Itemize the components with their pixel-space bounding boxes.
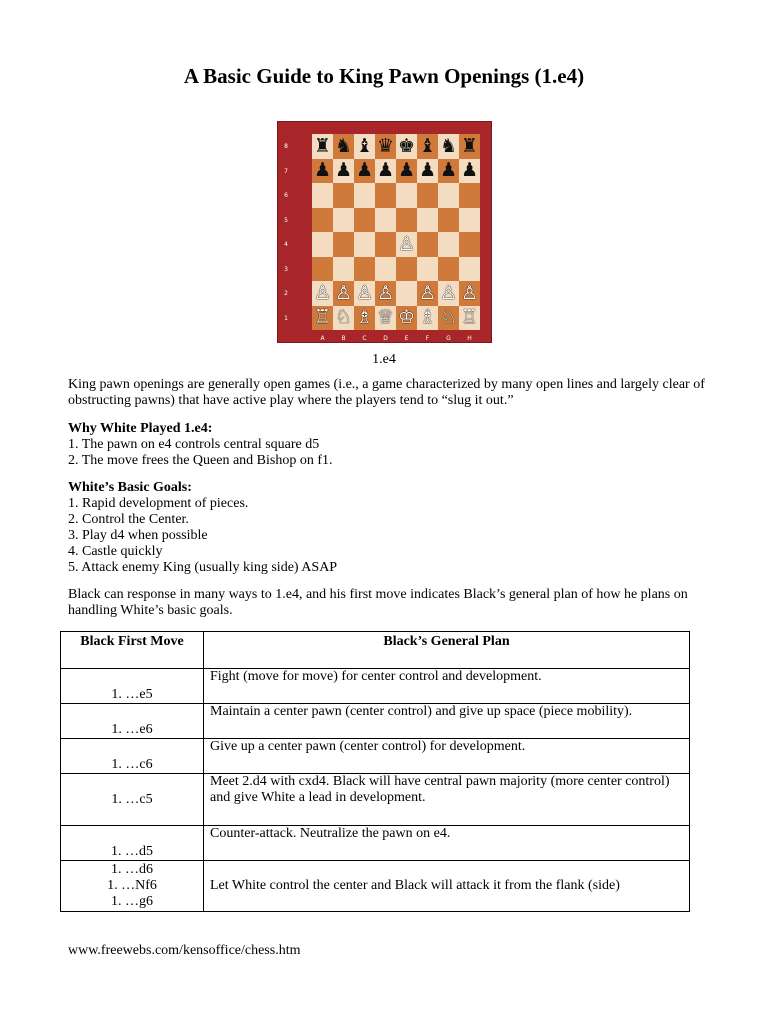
rank-label: 2	[284, 290, 288, 297]
board-square-e4	[396, 232, 417, 257]
board-square-b8	[333, 134, 354, 159]
why-heading: Why White Played 1.e4:	[68, 421, 213, 436]
rank-label: 4	[284, 241, 288, 248]
black-piece-icon: ♟	[439, 159, 458, 182]
black-piece-icon: ♞	[334, 134, 353, 157]
file-label: F	[425, 335, 430, 342]
response-paragraph: Black can response in many ways to 1.e4, and his first move indicates Black’s general plan of how he plans on handling White’s basic goals.	[68, 587, 688, 618]
page-title: A Basic Guide to King Pawn Openings (1.e4)	[183, 64, 585, 88]
why-item: 1. The pawn on e4 controls central square d5	[68, 437, 320, 452]
board-square-f1	[417, 306, 438, 331]
board-square-a5	[312, 208, 333, 233]
board-square-e3	[396, 257, 417, 282]
board-square-a7	[312, 159, 333, 184]
white-piece-icon: ♗	[418, 306, 437, 329]
board-square-d3	[375, 257, 396, 282]
board-square-e1	[396, 306, 417, 331]
board-square-b4	[333, 232, 354, 257]
rank-label: 3	[284, 265, 288, 273]
chess-board	[312, 134, 480, 330]
board-square-a2	[312, 281, 333, 306]
plan-cell: Let White control the center and Black will attack it from the flank (side)	[204, 861, 690, 912]
board-square-g3	[438, 257, 459, 282]
board-square-d4	[375, 232, 396, 257]
white-piece-icon: ♙	[376, 281, 395, 304]
board-square-f5	[417, 208, 438, 233]
board-square-a6	[312, 183, 333, 208]
board-square-a1	[312, 306, 333, 331]
rank-label: 7	[284, 167, 288, 175]
white-piece-icon: ♙	[355, 281, 374, 304]
black-piece-icon: ♜	[313, 134, 332, 157]
black-piece-icon: ♟	[376, 159, 395, 182]
table-row	[61, 826, 690, 861]
board-square-d7	[375, 159, 396, 184]
goal-item: 4. Castle quickly	[68, 544, 163, 559]
board-square-f8	[417, 134, 438, 159]
board-square-h2	[459, 281, 480, 306]
file-label: C	[362, 335, 367, 342]
board-square-c2	[354, 281, 375, 306]
goal-item: 5. Attack enemy King (usually king side) ASAP	[68, 560, 338, 575]
board-square-f2	[417, 281, 438, 306]
board-square-b1	[333, 306, 354, 331]
black-piece-icon: ♛	[376, 134, 395, 157]
table-row	[61, 861, 690, 912]
file-label: A	[320, 335, 325, 342]
white-piece-icon: ♘	[439, 306, 458, 329]
white-piece-icon: ♙	[313, 281, 332, 304]
board-square-b6	[333, 183, 354, 208]
file-label: E	[404, 335, 409, 342]
why-item: 2. The move frees the Queen and Bishop on f1.	[68, 453, 333, 468]
move-cell	[61, 861, 204, 912]
why-section	[68, 421, 708, 469]
board-square-b2	[333, 281, 354, 306]
plan-cell: Meet 2.d4 with cxd4. Black will have central pawn majority (more center control) and give White a lead in development.	[204, 774, 690, 826]
header-black-first-move: Black First Move	[61, 632, 204, 669]
move-cell: 1. …d5	[61, 826, 204, 861]
board-square-h5	[459, 208, 480, 233]
goals-section	[68, 480, 708, 576]
board-square-b5	[333, 208, 354, 233]
black-piece-icon: ♟	[460, 159, 479, 182]
board-square-e2	[396, 281, 417, 306]
board-square-d1	[375, 306, 396, 331]
board-square-a4	[312, 232, 333, 257]
board-square-c1	[354, 306, 375, 331]
board-square-h6	[459, 183, 480, 208]
black-piece-icon: ♞	[439, 134, 458, 157]
board-square-h8	[459, 134, 480, 159]
white-piece-icon: ♙	[418, 281, 437, 304]
move-cell: 1. …c6	[61, 739, 204, 774]
board-square-c3	[354, 257, 375, 282]
intro-paragraph: King pawn openings are generally open games (i.e., a game characterized by many open lines and largely clear of obstructing pawns) that have active play where the players tend to “slug it out.”	[68, 377, 705, 408]
board-square-b7	[333, 159, 354, 184]
goal-item: 2. Control the Center.	[68, 512, 189, 527]
plan-cell: Give up a center pawn (center control) for development.	[204, 739, 690, 774]
board-square-c6	[354, 183, 375, 208]
goal-item: 1. Rapid development of pieces.	[68, 496, 249, 511]
rank-label: 1	[284, 314, 288, 322]
plan-cell: Counter-attack. Neutralize the pawn on e4.	[204, 826, 690, 861]
board-square-b3	[333, 257, 354, 282]
white-piece-icon: ♖	[460, 306, 479, 329]
board-square-h4	[459, 232, 480, 257]
board-square-h1	[459, 306, 480, 331]
board-square-e8	[396, 134, 417, 159]
board-square-g1	[438, 306, 459, 331]
move-line: 1. …d6	[111, 862, 153, 877]
white-piece-icon: ♙	[439, 281, 458, 304]
board-square-h7	[459, 159, 480, 184]
rank-label: 8	[284, 143, 288, 150]
table-row	[61, 704, 690, 739]
move-line: 1. …Nf6	[107, 878, 157, 893]
board-square-e6	[396, 183, 417, 208]
plan-cell: Fight (move for move) for center control and development.	[204, 669, 690, 704]
white-piece-icon: ♗	[355, 306, 374, 329]
move-cell: 1. …c5	[61, 774, 204, 826]
white-piece-icon: ♙	[460, 281, 479, 304]
goal-item: 3. Play d4 when possible	[68, 528, 208, 543]
board-square-f7	[417, 159, 438, 184]
file-label: H	[467, 335, 472, 342]
white-piece-icon: ♔	[397, 306, 416, 329]
board-square-e5	[396, 208, 417, 233]
opening-plan-table	[60, 631, 690, 912]
rank-label: 6	[284, 192, 288, 199]
table-row	[61, 669, 690, 704]
table-row	[61, 739, 690, 774]
white-piece-icon: ♙	[397, 232, 416, 255]
black-piece-icon: ♟	[334, 159, 353, 182]
board-square-f4	[417, 232, 438, 257]
board-square-d6	[375, 183, 396, 208]
white-piece-icon: ♖	[313, 306, 332, 329]
board-square-a8	[312, 134, 333, 159]
board-square-c8	[354, 134, 375, 159]
footer-url: www.freewebs.com/kensoffice/chess.htm	[68, 943, 301, 958]
board-square-f6	[417, 183, 438, 208]
black-piece-icon: ♟	[418, 159, 437, 182]
header-black-general-plan: Black’s General Plan	[204, 632, 690, 669]
file-label: B	[341, 335, 346, 342]
board-caption: 1.e4	[372, 352, 396, 367]
white-piece-icon: ♘	[334, 306, 353, 329]
board-square-g5	[438, 208, 459, 233]
move-cell: 1. …e5	[61, 669, 204, 704]
move-line: 1. …g6	[111, 894, 153, 909]
board-square-e7	[396, 159, 417, 184]
black-piece-icon: ♚	[397, 134, 416, 157]
board-square-h3	[459, 257, 480, 282]
black-piece-icon: ♝	[355, 134, 374, 157]
goals-heading: White’s Basic Goals:	[68, 480, 192, 495]
table-header-row	[61, 632, 690, 669]
board-square-g6	[438, 183, 459, 208]
board-square-a3	[312, 257, 333, 282]
board-square-d2	[375, 281, 396, 306]
black-piece-icon: ♟	[397, 159, 416, 182]
file-label: D	[383, 335, 388, 342]
board-square-c4	[354, 232, 375, 257]
board-square-f3	[417, 257, 438, 282]
black-piece-icon: ♟	[355, 159, 374, 182]
black-piece-icon: ♜	[460, 134, 479, 157]
file-label: G	[446, 335, 451, 342]
white-piece-icon: ♙	[334, 281, 353, 304]
move-cell: 1. …e6	[61, 704, 204, 739]
plan-cell: Maintain a center pawn (center control) and give up space (piece mobility).	[204, 704, 690, 739]
white-piece-icon: ♕	[376, 306, 395, 329]
black-piece-icon: ♟	[313, 159, 332, 182]
board-square-d8	[375, 134, 396, 159]
board-square-g2	[438, 281, 459, 306]
board-square-g7	[438, 159, 459, 184]
board-square-c7	[354, 159, 375, 184]
board-square-g8	[438, 134, 459, 159]
black-piece-icon: ♝	[418, 134, 437, 157]
rank-label: 5	[284, 216, 288, 224]
board-square-g4	[438, 232, 459, 257]
board-square-c5	[354, 208, 375, 233]
board-square-d5	[375, 208, 396, 233]
table-row	[61, 774, 690, 826]
